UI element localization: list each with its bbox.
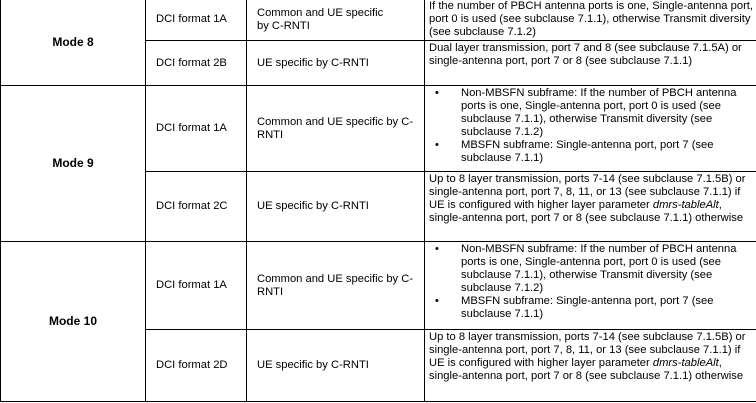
dci-format-cell: DCI format 2D: [146, 330, 247, 402]
transmission-scheme-cell: [425, 172, 756, 242]
search-space-cell: Common and UE specific by C-RNTI: [247, 0, 425, 41]
transmission-scheme-cell: Dual layer transmission, port 7 and 8 (see subclause 7.1.5A) or single-antenna port, port 7 or 8 (see subclause 7.1.1): [425, 41, 756, 86]
table-row: [1, 0, 756, 41]
mode-cell: Mode 10: [1, 242, 146, 402]
search-space-cell: UE specific by C-RNTI: [247, 330, 425, 402]
search-space-cell: UE specific by C-RNTI: [247, 172, 425, 242]
search-space-cell: Common and UE specific by C-RNTI: [247, 86, 425, 172]
search-space-cell: UE specific by C-RNTI: [247, 41, 425, 86]
dci-format-cell: DCI format 1A: [146, 0, 247, 41]
list-item: • MBSFN subframe: Single-antenna port, port 7 (see subclause 7.1.1): [429, 139, 754, 165]
dci-format-cell: DCI format 2C: [146, 172, 247, 242]
desc-text: , single-antenna port, port 7 or 8 (see subclause 7.1.1) otherwise: [429, 357, 744, 382]
list-item: • Non-MBSFN subframe: If the number of PBCH antenna ports is one, Single-antenna port, port 0 is used (see subclause 7.1.1), otherwise Transmit diversity (see subclause 7.1.2): [429, 243, 754, 295]
bullet-list: [429, 243, 754, 321]
parameter-name: dmrs-tableAlt: [652, 357, 719, 369]
dci-format-cell: DCI format 2B: [146, 41, 247, 86]
parameter-name: dmrs-tableAlt: [652, 199, 719, 211]
mode-cell: Mode 8: [1, 0, 146, 86]
search-space-cell: Common and UE specific by C-RNTI: [247, 242, 425, 330]
mode-cell: Mode 9: [1, 86, 146, 242]
table-row: [1, 242, 756, 330]
list-item: • Non-MBSFN subframe: If the number of PBCH antenna ports is one, Single-antenna port, port 0 is used (see subclause 7.1.1), otherwise Transmit diversity (see subclause 7.1.2): [429, 87, 754, 139]
dci-format-cell: DCI format 1A: [146, 86, 247, 172]
list-item: • MBSFN subframe: Single-antenna port, port 7 (see subclause 7.1.1): [429, 295, 754, 321]
desc-text: Up to 8 layer transmission, ports 7-14 (see subclause 7.1.5B) or single-antenna port, port 7, 8, 11, or 13 (see subclause 7.1.1) if UE is configured with higher layer parameter: [429, 331, 746, 369]
transmission-scheme-cell: [425, 86, 756, 172]
transmission-scheme-cell: [425, 242, 756, 330]
transmission-scheme-cell: If the number of PBCH antenna ports is one, Single-antenna port, port 0 is used (see subclause 7.1.1), otherwise Transmit diversity (see subclause 7.1.2): [425, 0, 756, 41]
transmission-scheme-cell: [425, 330, 756, 402]
desc-text: Up to 8 layer transmission, ports 7-14 (see subclause 7.1.5B) or single-antenna port, port 7, 8, 11, or 13 (see subclause 7.1.1) if UE is configured with higher layer parameter: [429, 173, 746, 211]
table-row: [1, 86, 756, 172]
bullet-list: [429, 87, 754, 165]
desc-text: , single-antenna port, port 7 or 8 (see subclause 7.1.1) otherwise: [429, 199, 744, 224]
dci-format-cell: DCI format 1A: [146, 242, 247, 330]
